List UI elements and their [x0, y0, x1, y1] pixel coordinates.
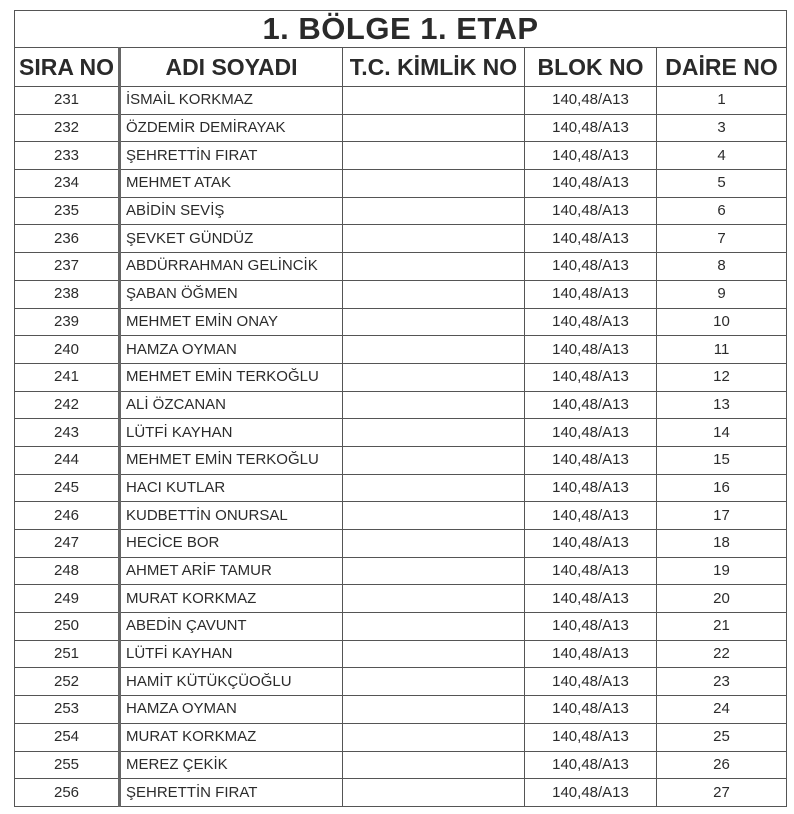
- daire-no-cell: 13: [657, 391, 787, 419]
- header-row: [15, 48, 787, 87]
- sira-no-cell: 236: [15, 225, 120, 253]
- redaction-mask: [381, 696, 496, 724]
- tc-kimlik-cell-redacted: [343, 114, 525, 142]
- tc-kimlik-cell-redacted: [343, 585, 525, 613]
- sira-no-cell: 233: [15, 142, 120, 170]
- daire-no-cell: 24: [657, 696, 787, 724]
- redaction-mask: [381, 751, 496, 779]
- tc-kimlik-cell-redacted: [343, 613, 525, 641]
- sira-no-cell: 250: [15, 613, 120, 641]
- sira-no-cell: 246: [15, 502, 120, 530]
- daire-no-cell: 18: [657, 530, 787, 558]
- name-cell: HAMİT KÜTÜKÇÜOĞLU: [120, 668, 343, 696]
- sira-no-cell: 234: [15, 170, 120, 198]
- tc-kimlik-cell-redacted: [343, 308, 525, 336]
- tc-kimlik-cell-redacted: [343, 363, 525, 391]
- sira-no-cell: 237: [15, 253, 120, 281]
- redaction-mask: [381, 308, 496, 336]
- blok-no-cell: 140,48/A13: [525, 474, 657, 502]
- daire-no-cell: 26: [657, 751, 787, 779]
- blok-no-cell: 140,48/A13: [525, 668, 657, 696]
- name-cell: MURAT KORKMAZ: [120, 585, 343, 613]
- name-cell: LÜTFİ KAYHAN: [120, 640, 343, 668]
- blok-no-cell: 140,48/A13: [525, 723, 657, 751]
- name-cell: ŞEVKET GÜNDÜZ: [120, 225, 343, 253]
- redaction-mask: [381, 446, 496, 474]
- tc-kimlik-cell-redacted: [343, 640, 525, 668]
- column-header-tc-kimlik-no: T.C. KİMLİK NO: [343, 48, 525, 87]
- blok-no-cell: 140,48/A13: [525, 446, 657, 474]
- blok-no-cell: 140,48/A13: [525, 530, 657, 558]
- blok-no-cell: 140,48/A13: [525, 696, 657, 724]
- daire-no-cell: 10: [657, 308, 787, 336]
- tc-kimlik-cell-redacted: [343, 502, 525, 530]
- daire-no-cell: 8: [657, 253, 787, 281]
- sira-no-cell: 232: [15, 114, 120, 142]
- name-cell: MEHMET ATAK: [120, 170, 343, 198]
- table-row: [15, 142, 787, 170]
- table-row: [15, 170, 787, 198]
- sira-no-cell: 255: [15, 751, 120, 779]
- tc-kimlik-cell-redacted: [343, 419, 525, 447]
- sira-no-cell: 247: [15, 530, 120, 558]
- table-row: [15, 419, 787, 447]
- name-cell: ŞEHRETTİN FIRAT: [120, 779, 343, 807]
- redaction-mask: [381, 779, 496, 807]
- blok-no-cell: 140,48/A13: [525, 363, 657, 391]
- tc-kimlik-cell-redacted: [343, 723, 525, 751]
- sira-no-cell: 253: [15, 696, 120, 724]
- daire-no-cell: 27: [657, 779, 787, 807]
- redaction-mask: [381, 585, 496, 613]
- daire-no-cell: 16: [657, 474, 787, 502]
- redaction-mask: [381, 87, 496, 115]
- daire-no-cell: 21: [657, 613, 787, 641]
- tc-kimlik-cell-redacted: [343, 170, 525, 198]
- redaction-mask: [381, 363, 496, 391]
- redaction-mask: [381, 557, 496, 585]
- blok-no-cell: 140,48/A13: [525, 419, 657, 447]
- blok-no-cell: 140,48/A13: [525, 779, 657, 807]
- name-cell: ÖZDEMİR DEMİRAYAK: [120, 114, 343, 142]
- name-cell: MURAT KORKMAZ: [120, 723, 343, 751]
- table-row: [15, 87, 787, 115]
- daire-no-cell: 11: [657, 336, 787, 364]
- name-cell: HACI KUTLAR: [120, 474, 343, 502]
- blok-no-cell: 140,48/A13: [525, 225, 657, 253]
- blok-no-cell: 140,48/A13: [525, 585, 657, 613]
- blok-no-cell: 140,48/A13: [525, 170, 657, 198]
- table-row: [15, 557, 787, 585]
- redaction-mask: [381, 502, 496, 530]
- table-row: [15, 696, 787, 724]
- blok-no-cell: 140,48/A13: [525, 336, 657, 364]
- name-cell: HAMZA OYMAN: [120, 336, 343, 364]
- table-row: [15, 308, 787, 336]
- redaction-mask: [381, 197, 496, 225]
- blok-no-cell: 140,48/A13: [525, 557, 657, 585]
- blok-no-cell: 140,48/A13: [525, 197, 657, 225]
- tc-kimlik-cell-redacted: [343, 668, 525, 696]
- table-row: [15, 336, 787, 364]
- name-cell: ŞEHRETTİN FIRAT: [120, 142, 343, 170]
- tc-kimlik-cell-redacted: [343, 142, 525, 170]
- daire-no-cell: 6: [657, 197, 787, 225]
- name-cell: ALİ ÖZCANAN: [120, 391, 343, 419]
- blok-no-cell: 140,48/A13: [525, 87, 657, 115]
- tc-kimlik-cell-redacted: [343, 391, 525, 419]
- daire-no-cell: 7: [657, 225, 787, 253]
- sira-no-cell: 240: [15, 336, 120, 364]
- table-title: 1. BÖLGE 1. ETAP: [15, 11, 787, 48]
- sira-no-cell: 248: [15, 557, 120, 585]
- name-cell: HAMZA OYMAN: [120, 696, 343, 724]
- daire-no-cell: 19: [657, 557, 787, 585]
- blok-no-cell: 140,48/A13: [525, 640, 657, 668]
- name-cell: LÜTFİ KAYHAN: [120, 419, 343, 447]
- daire-no-cell: 12: [657, 363, 787, 391]
- table-row: [15, 751, 787, 779]
- redaction-mask: [381, 391, 496, 419]
- tc-kimlik-cell-redacted: [343, 280, 525, 308]
- redaction-mask: [381, 419, 496, 447]
- sira-no-cell: 249: [15, 585, 120, 613]
- name-cell: MEHMET EMİN ONAY: [120, 308, 343, 336]
- daire-no-cell: 15: [657, 446, 787, 474]
- daire-no-cell: 23: [657, 668, 787, 696]
- name-cell: ABDÜRRAHMAN GELİNCİK: [120, 253, 343, 281]
- redaction-mask: [381, 474, 496, 502]
- name-cell: KUDBETTİN ONURSAL: [120, 502, 343, 530]
- table-row: [15, 253, 787, 281]
- blok-no-cell: 140,48/A13: [525, 308, 657, 336]
- sira-no-cell: 239: [15, 308, 120, 336]
- table-row: [15, 530, 787, 558]
- daire-no-cell: 25: [657, 723, 787, 751]
- tc-kimlik-cell-redacted: [343, 336, 525, 364]
- sira-no-cell: 256: [15, 779, 120, 807]
- table-row: [15, 197, 787, 225]
- daire-no-cell: 22: [657, 640, 787, 668]
- tc-kimlik-cell-redacted: [343, 530, 525, 558]
- blok-no-cell: 140,48/A13: [525, 613, 657, 641]
- blok-no-cell: 140,48/A13: [525, 253, 657, 281]
- blok-no-cell: 140,48/A13: [525, 502, 657, 530]
- daire-no-cell: 1: [657, 87, 787, 115]
- redaction-mask: [381, 336, 496, 364]
- table-row: [15, 474, 787, 502]
- redaction-mask: [381, 530, 496, 558]
- tc-kimlik-cell-redacted: [343, 446, 525, 474]
- sira-no-cell: 241: [15, 363, 120, 391]
- daire-no-cell: 17: [657, 502, 787, 530]
- sira-no-cell: 235: [15, 197, 120, 225]
- redaction-mask: [381, 723, 496, 751]
- table-row: [15, 779, 787, 807]
- name-cell: İSMAİL KORKMAZ: [120, 87, 343, 115]
- tc-kimlik-cell-redacted: [343, 557, 525, 585]
- tc-kimlik-cell-redacted: [343, 696, 525, 724]
- table-row: [15, 723, 787, 751]
- table-row: [15, 391, 787, 419]
- daire-no-cell: 5: [657, 170, 787, 198]
- blok-no-cell: 140,48/A13: [525, 114, 657, 142]
- blok-no-cell: 140,48/A13: [525, 280, 657, 308]
- name-cell: MEHMET EMİN TERKOĞLU: [120, 446, 343, 474]
- table-row: [15, 363, 787, 391]
- tc-kimlik-cell-redacted: [343, 253, 525, 281]
- sira-no-cell: 231: [15, 87, 120, 115]
- table-row: [15, 502, 787, 530]
- column-header-sira-no: SIRA NO: [15, 48, 120, 87]
- column-header-daire-no: DAİRE NO: [657, 48, 787, 87]
- name-cell: ABİDİN SEVİŞ: [120, 197, 343, 225]
- tc-kimlik-cell-redacted: [343, 751, 525, 779]
- residents-table: [14, 10, 787, 807]
- name-cell: MEREZ ÇEKİK: [120, 751, 343, 779]
- blok-no-cell: 140,48/A13: [525, 391, 657, 419]
- redaction-mask: [381, 142, 496, 170]
- table-row: [15, 114, 787, 142]
- name-cell: ŞABAN ÖĞMEN: [120, 280, 343, 308]
- sira-no-cell: 238: [15, 280, 120, 308]
- daire-no-cell: 14: [657, 419, 787, 447]
- blok-no-cell: 140,48/A13: [525, 751, 657, 779]
- tc-kimlik-cell-redacted: [343, 197, 525, 225]
- name-cell: ABEDİN ÇAVUNT: [120, 613, 343, 641]
- sira-no-cell: 244: [15, 446, 120, 474]
- tc-kimlik-cell-redacted: [343, 474, 525, 502]
- redaction-mask: [381, 170, 496, 198]
- blok-no-cell: 140,48/A13: [525, 142, 657, 170]
- tc-kimlik-cell-redacted: [343, 87, 525, 115]
- tc-kimlik-cell-redacted: [343, 225, 525, 253]
- daire-no-cell: 9: [657, 280, 787, 308]
- name-cell: AHMET ARİF TAMUR: [120, 557, 343, 585]
- redaction-mask: [381, 668, 496, 696]
- sira-no-cell: 254: [15, 723, 120, 751]
- table-row: [15, 668, 787, 696]
- redaction-mask: [381, 613, 496, 641]
- redaction-mask: [381, 280, 496, 308]
- redaction-mask: [381, 640, 496, 668]
- table-row: [15, 640, 787, 668]
- sira-no-cell: 242: [15, 391, 120, 419]
- tc-kimlik-cell-redacted: [343, 779, 525, 807]
- redaction-mask: [381, 114, 496, 142]
- table-row: [15, 613, 787, 641]
- daire-no-cell: 20: [657, 585, 787, 613]
- table-row: [15, 225, 787, 253]
- document-sheet: [14, 10, 786, 807]
- column-header-blok-no: BLOK NO: [525, 48, 657, 87]
- redaction-mask: [381, 225, 496, 253]
- name-cell: HECİCE BOR: [120, 530, 343, 558]
- daire-no-cell: 3: [657, 114, 787, 142]
- daire-no-cell: 4: [657, 142, 787, 170]
- table-row: [15, 280, 787, 308]
- table-row: [15, 585, 787, 613]
- column-header-adi-soyadi: ADI SOYADI: [120, 48, 343, 87]
- sira-no-cell: 252: [15, 668, 120, 696]
- sira-no-cell: 251: [15, 640, 120, 668]
- redaction-mask: [381, 253, 496, 281]
- sira-no-cell: 243: [15, 419, 120, 447]
- name-cell: MEHMET EMİN TERKOĞLU: [120, 363, 343, 391]
- table-row: [15, 446, 787, 474]
- sira-no-cell: 245: [15, 474, 120, 502]
